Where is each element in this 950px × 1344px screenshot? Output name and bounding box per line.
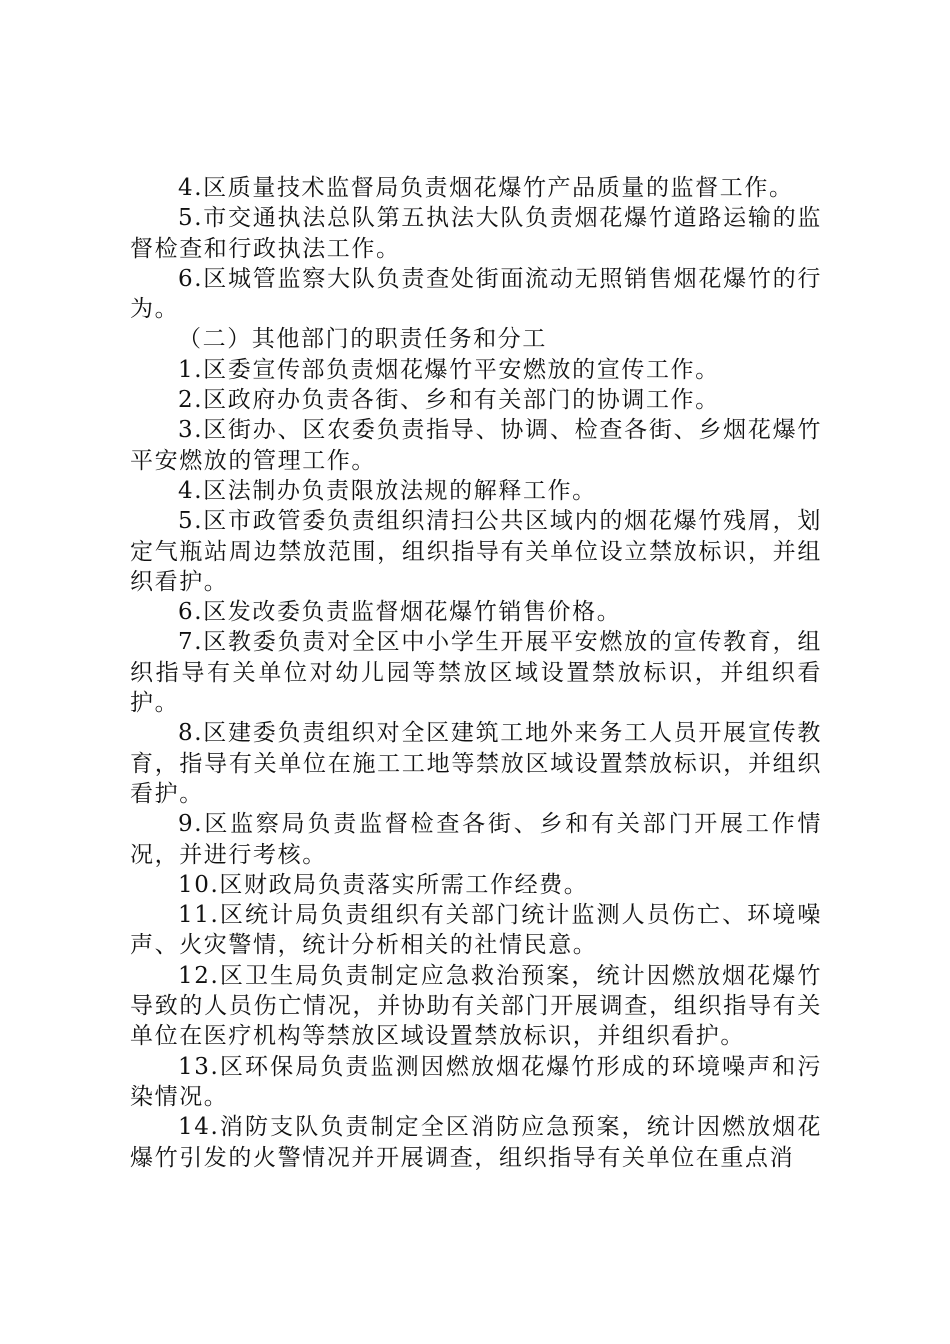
- paragraph-7-education-committee: 7.区教委负责对全区中小学生开展平安燃放的宣传教育，组织指导有关单位对幼儿园等禁放区域设置禁放标识，并组织看护。: [130, 629, 822, 717]
- paragraph-11-statistics-bureau: 11.区统计局负责组织有关部门统计监测人员伤亡、环境噪声、火灾警情，统计分析相关的社情民意。: [130, 902, 822, 959]
- paragraph-13-environment-bureau: 13.区环保局负责监测因燃放烟花爆竹形成的环境噪声和污染情况。: [130, 1053, 822, 1110]
- paragraph-3-street-office: 3.区街办、区农委负责指导、协调、检查各街、乡烟花爆竹平安燃放的管理工作。: [130, 417, 822, 474]
- paragraph-4-quality-bureau: 4.区质量技术监督局负责烟花爆竹产品质量的监督工作。: [178, 175, 794, 201]
- paragraph-6-urban-management: 6.区城管监察大队负责查处街面流动无照销售烟花爆竹的行为。: [130, 265, 822, 323]
- document-body: [130, 173, 822, 1173]
- paragraph-2-government-office: 2.区政府办负责各街、乡和有关部门的协调工作。: [178, 387, 720, 414]
- paragraph-5-municipal-committee: 5.区市政管委负责组织清扫公共区域内的烟花爆竹残屑，划定气瓶站周边禁放范围，组织指导有关单位设立禁放标识，并组织看护。: [130, 508, 822, 595]
- paragraph-9-supervision-bureau: 9.区监察局负责监督检查各街、乡和有关部门开展工作情况，并进行考核。: [130, 811, 822, 868]
- paragraph-4-legal-office: 4.区法制办负责限放法规的解释工作。: [178, 477, 597, 504]
- section-heading-other-departments: （二）其他部门的职责任务和分工: [178, 326, 547, 353]
- paragraph-14-fire-brigade: 14.消防支队负责制定全区消防应急预案，统计因燃放烟花爆竹引发的火警情况并开展调查，组织指导有关单位在重点消: [130, 1114, 822, 1171]
- paragraph-12-health-bureau: 12.区卫生局负责制定应急救治预案，统计因燃放烟花爆竹导致的人员伤亡情况，并协助有关部门开展调查，组织指导有关单位在医疗机构等禁放区域设置禁放标识，并组织看护。: [130, 962, 822, 1050]
- paragraph-1-publicity-dept: 1.区委宣传部负责烟花爆竹平安燃放的宣传工作。: [178, 356, 720, 383]
- paragraph-5-traffic-enforcement: 5.市交通执法总队第五执法大队负责烟花爆竹道路运输的监督检查和行政执法工作。: [130, 205, 822, 262]
- paragraph-10-finance-bureau: 10.区财政局负责落实所需工作经费。: [178, 871, 589, 898]
- paragraph-8-construction-committee: 8.区建委负责组织对全区建筑工地外来务工人员开展宣传教育，指导有关单位在施工工地等禁放区域设置禁放标识，并组织看护。: [130, 720, 822, 807]
- paragraph-6-development-reform: 6.区发改委负责监督烟花爆竹销售价格。: [178, 599, 622, 626]
